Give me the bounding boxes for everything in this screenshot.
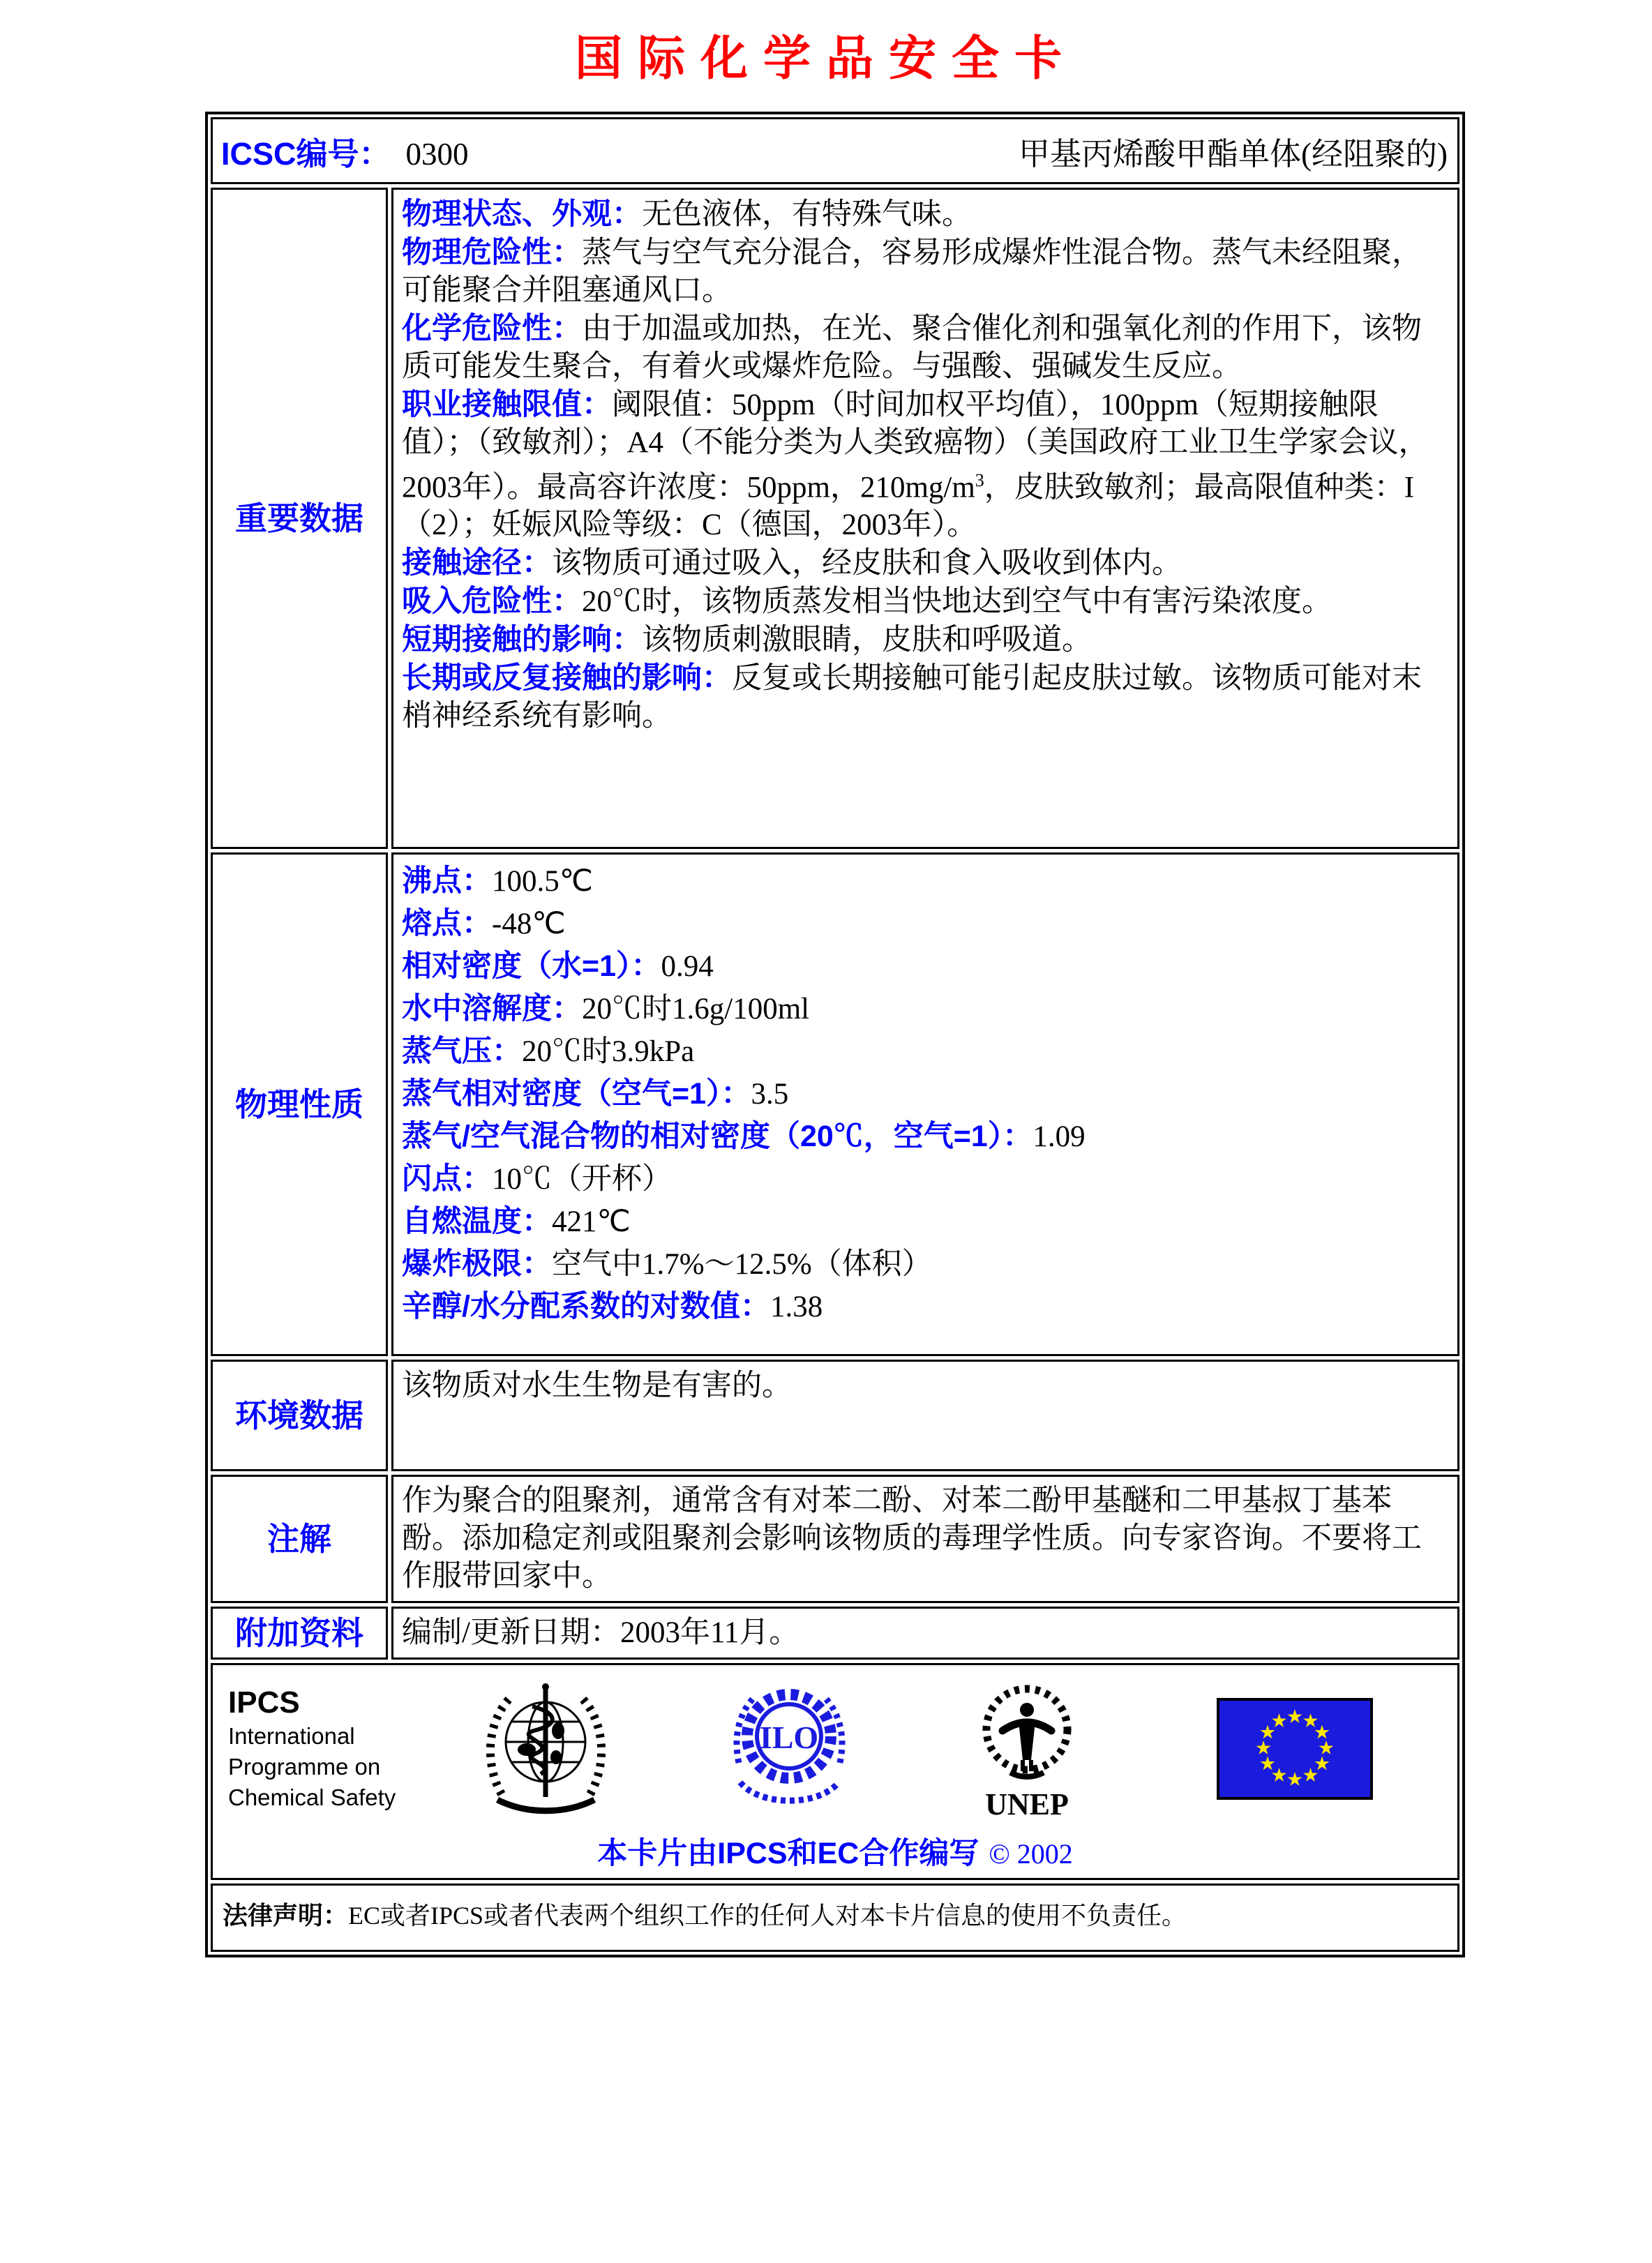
field-text: 无色液体，有特殊气味。 [642,198,972,231]
field-text: -48℃ [492,908,566,940]
paragraph [402,195,1446,234]
field-text: 空气中1.7%～12.5%（体积） [552,1248,932,1281]
field-text: 阈限值：50ppm（时间加权平均值），100ppm（短期接触限值）；（致敏剂）；A4（不能分类为人类致癌物）（美国政府工业卫生学家会议，2003年）。最高容许浓度：50ppm，210mg/m [402,389,1429,504]
paragraph [402,621,1446,659]
ilo-emblem-icon [732,1679,847,1819]
field-text: 0.94 [661,950,714,983]
field-label: 相对密度（水=1）： [402,949,661,983]
field-label: 辛醇/水分配系数的对数值： [402,1290,770,1323]
paragraph [402,1286,1446,1328]
paragraph [402,1030,1446,1073]
icsc-card [205,112,1465,1957]
eu-flag-icon [1217,1698,1373,1800]
ipcs-title: IPCS [228,1685,300,1720]
page-title: 国际化学品安全卡 [574,31,1077,87]
unep-letters: UNEP [985,1787,1069,1821]
paragraph [402,945,1446,988]
field-text: 20℃时1.6g/100ml [582,993,810,1025]
field-text: 由于加温或加热，在光、聚合催化剂和强氧化剂的作用下，该物质可能发生聚合，有着火或爆炸危险。与强酸、强碱发生反应。 [402,313,1422,383]
field-text: 100.5℃ [492,865,594,898]
page [0,31,1652,2263]
field-text: 作为聚合的阻聚剂，通常含有对苯二酚、对苯二酚甲基醚和二甲基叔丁基苯酚。添加稳定剂或阻聚剂会影响该物质的毒理学性质。向专家咨询。不要将工作服带回家中。 [402,1484,1422,1593]
legal-text: EC或者IPCS或者代表两个组织工作的任何人对本卡片信息的使用不负责任。 [348,1902,1187,1930]
field-text: 该物质对水生生物是有害的。 [402,1369,792,1402]
footer-logos [213,1675,1457,1823]
field-label: 物理危险性： [402,236,582,269]
footer-row [211,1663,1459,1880]
ipcs-line: Programme on [228,1754,381,1780]
paragraph [402,1201,1446,1243]
field-text: 20℃时3.9kPa [522,1035,695,1068]
paragraph [402,1073,1446,1115]
field-text: 3.5 [751,1078,789,1111]
field-label: 爆炸极限： [402,1247,552,1281]
field-text: 编制/更新日期：2003年11月。 [402,1616,799,1649]
field-label: 蒸气/空气混合物的相对密度（20℃，空气=1）： [402,1120,1033,1153]
paragraph [402,903,1446,945]
row-label-physical-properties: 物理性质 [211,852,388,1356]
legal-label: 法律声明： [223,1901,349,1930]
field-text: 421℃ [552,1205,631,1238]
unep-emblem-icon [967,1675,1087,1823]
paragraph [402,386,1446,544]
paragraph [402,988,1446,1030]
paragraph [402,1482,1446,1595]
icsc-number-label: ICSC编号： [221,135,391,172]
footer-caption [213,1830,1457,1872]
field-text: 该物质可通过吸入，经皮肤和食入吸收到体内。 [552,547,1182,580]
field-label: 物理状态、外观： [402,197,642,231]
paragraph [402,1158,1446,1201]
environmental-data-content [391,1360,1459,1471]
paragraph [402,544,1446,582]
legal-row [211,1884,1459,1952]
field-label: 自燃温度： [402,1205,552,1238]
paragraph [402,582,1446,621]
field-text: 3 [975,470,984,490]
paragraph [402,1614,1446,1652]
field-text: 1.09 [1032,1120,1086,1153]
row-label-notes: 注解 [211,1475,388,1603]
paragraph [402,1243,1446,1286]
field-label: 沸点： [402,864,492,898]
additional-info-content [391,1607,1459,1660]
field-label: 化学危险性： [402,312,582,345]
field-text: 蒸气与空气充分混合，容易形成爆炸性混合物。蒸气未经阻聚，可能聚合并阻塞通风口。 [402,236,1422,307]
paragraph [402,659,1446,735]
footer-caption-text: 本卡片由IPCS和EC合作编写 [597,1837,979,1870]
paragraph [402,1115,1446,1158]
important-data-content [391,188,1459,849]
chemical-name: 甲基丙烯酸甲酯单体(经阻聚的) [1019,136,1448,172]
paragraph [402,860,1446,903]
field-label: 吸入危险性： [402,585,582,619]
field-text: 反复或长期接触可能引起皮肤过敏。该物质可能对末梢神经系统有影响。 [402,662,1422,733]
card-header-row [211,117,1459,184]
paragraph [402,234,1446,310]
notes-content [391,1475,1459,1603]
field-label: 长期或反复接触的影响： [402,661,732,696]
field-text: 20℃时，该物质蒸发相当快地达到空气中有害污染浓度。 [582,585,1332,619]
field-label: 接触途径： [402,546,552,580]
field-label: 闪点： [402,1162,492,1196]
field-text: 1.38 [769,1291,823,1323]
ipcs-line: Chemical Safety [228,1784,396,1810]
ipcs-line: International [228,1723,355,1749]
row-label-environmental-data: 环境数据 [211,1360,388,1471]
field-label: 职业接触限值： [402,388,612,421]
field-label: 蒸气相对密度（空气=1）： [402,1077,751,1111]
field-label: 蒸气压： [402,1035,522,1068]
field-text: 10℃（开杯） [492,1163,672,1196]
paragraph [402,310,1446,386]
field-label: 熔点： [402,907,492,940]
ipcs-block [213,1685,458,1813]
ilo-letters: ILO [759,1720,819,1755]
physical-properties-content [391,852,1459,1356]
who-emblem-icon [478,1677,615,1821]
paragraph [402,1367,1446,1405]
field-text: ，皮肤致敏剂；最高限值种类：I（2）；妊娠风险等级：C（德国，2003年）。 [402,471,1415,542]
row-label-important-data: 重要数据 [211,188,388,849]
field-label: 短期接触的影响： [402,623,642,657]
copyright-text: © 2002 [989,1838,1073,1870]
field-label: 水中溶解度： [402,992,582,1025]
row-label-additional-info: 附加资料 [211,1607,388,1660]
field-text: 该物质刺激眼睛，皮肤和呼吸道。 [642,624,1092,657]
icsc-number-group [221,128,469,174]
icsc-number-value: 0300 [405,136,469,172]
